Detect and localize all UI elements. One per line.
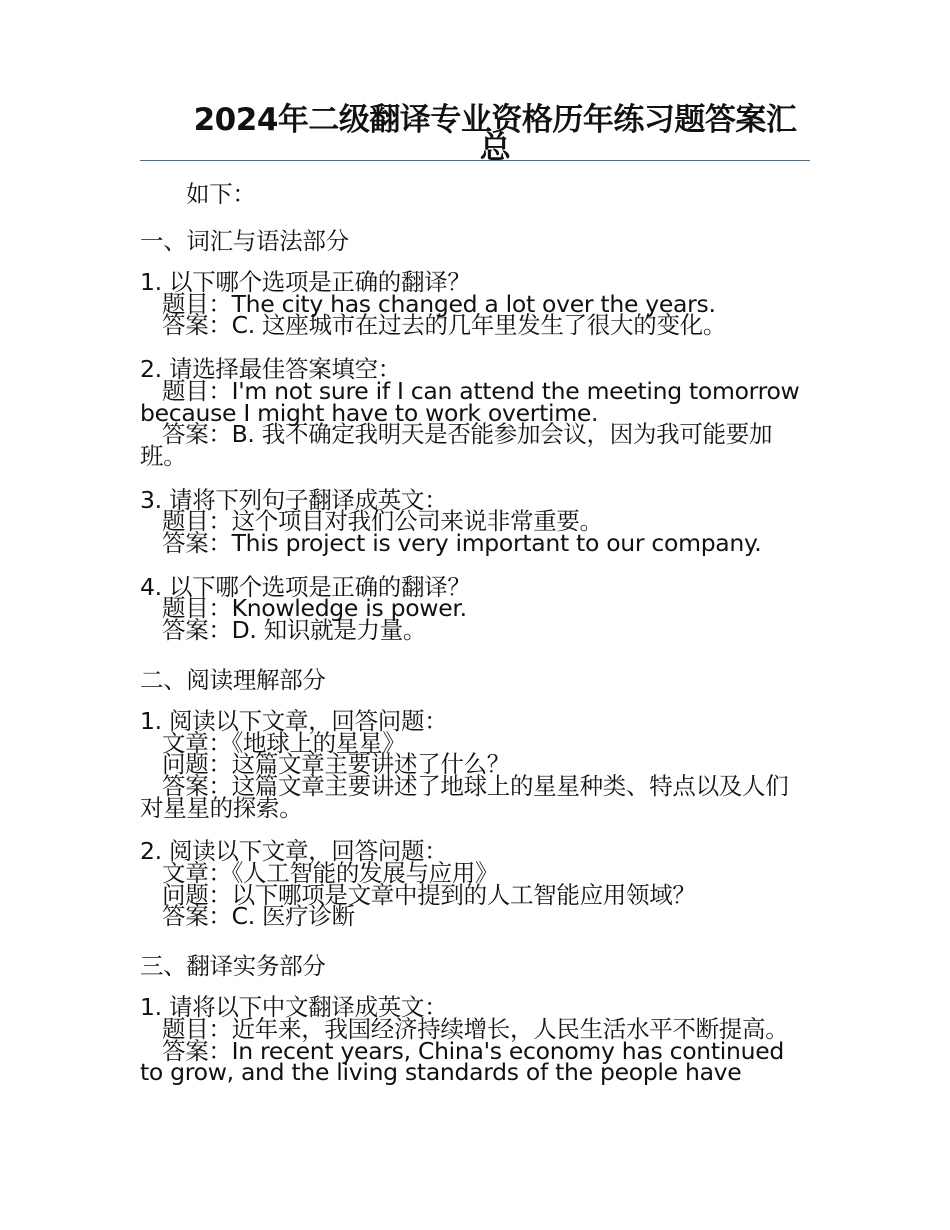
question-item [140,837,810,931]
question-article: 文章：《地球上的星星》 [162,728,406,757]
question-prompt: 4. 以下哪个选项是正确的翻译？ [140,572,471,601]
question-answer: 答案：B. 我不确定我明天是否能参加会议，因为我可能要加班。 [140,420,773,470]
section-heading: 二、阅读理解部分 [140,665,326,694]
question-item [140,572,810,645]
question-ask: 问题：以下哪项是文章中提到的人工智能应用领域？ [162,880,696,909]
question-prompt: 1. 请将以下中文翻译成英文： [140,993,448,1022]
question-answer: 答案：C. 这座城市在过去的几年里发生了很大的变化。 [162,311,727,340]
question-prompt: 1. 以下哪个选项是正确的翻译？ [140,268,471,296]
question-ask: 问题：这篇文章主要讲述了什么？ [162,750,510,779]
question-prompt: 1. 阅读以下文章，回答问题： [140,706,448,735]
question-item [140,485,810,558]
question-answer: 答案：D. 知识就是力量。 [162,616,427,645]
question-answer: 答案：这篇文章主要讲述了地球上的星星种类、特点以及人们对星星的探索。 [140,771,789,822]
question-topic: 题目：The city has changed a lot over the years. [162,289,716,318]
question-item [140,268,810,340]
question-topic: 题目：近年来，我国经济持续增长，人民生活水平不断提高。 [162,1014,789,1043]
question-prompt: 2. 阅读以下文章，回答问题： [140,837,448,866]
document-body [140,178,810,1106]
question-topic: 题目：Knowledge is power. [162,594,467,623]
question-item [140,355,810,470]
question-item [140,993,810,1087]
question-article: 文章：《人工智能的发展与应用》 [162,859,499,888]
section-vocabulary-grammar [140,225,810,645]
section-heading: 三、翻译实务部分 [140,952,326,981]
question-topic: 题目：这个项目对我们公司来说非常重要。 [162,507,603,536]
document-title: 2024年二级翻译专业资格历年练习题答案汇总 [193,102,797,166]
section-reading-comprehension [140,664,810,931]
section-heading: 一、词汇与语法部分 [140,227,349,255]
question-answer: 答案：In recent years, China's economy has continued to grow, and the living standards of the people have [140,1036,784,1087]
question-answer: 答案：This project is very important to our company. [162,529,762,558]
question-prompt: 2. 请选择最佳答案填空： [140,355,401,384]
section-translation-practice [140,950,810,1087]
title-divider [140,160,810,161]
question-topic: 题目：I'm not sure if I can attend the meeting tomorrow because I might have to work overtime. [140,376,800,427]
intro-text: 如下： [186,180,256,208]
question-prompt: 3. 请将下列句子翻译成英文： [140,485,448,514]
question-answer: 答案：C. 医疗诊断 [162,902,355,931]
question-item [140,706,810,822]
